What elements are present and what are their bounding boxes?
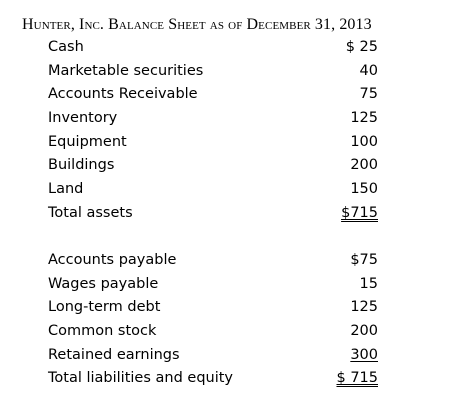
asset-value: 40 [359,63,378,79]
liability-value: 125 [350,299,378,315]
asset-label: Cash [48,39,84,55]
asset-value: 150 [350,181,378,197]
total-liabilities-value: $ 715 [336,370,378,386]
liability-label: Wages payable [48,276,159,292]
liability-row [48,296,378,318]
asset-value: $ 25 [345,39,378,55]
asset-row [48,60,378,82]
liability-row [48,320,378,342]
asset-row [48,154,378,176]
liability-label: Common stock [48,323,157,339]
asset-label: Land [48,181,84,197]
total-liabilities-label: Total liabilities and equity [48,370,234,386]
asset-label: Marketable securities [48,63,204,79]
asset-row [48,107,378,129]
asset-row [48,131,378,153]
asset-row [48,178,378,200]
liability-row [48,344,378,366]
liability-value: $75 [350,252,378,268]
asset-label: Equipment [48,134,127,150]
total-assets-row [48,202,378,224]
liability-value: 15 [359,276,378,292]
asset-label: Accounts Receivable [48,86,198,102]
page-title: Hunter, Inc. Balance Sheet as of December 31, 2013 [22,16,372,33]
total-liabilities-row [48,367,378,389]
liability-value: 200 [350,323,378,339]
liability-row [48,273,378,295]
asset-label: Inventory [48,110,118,126]
total-assets-label: Total assets [48,205,133,221]
asset-value: 125 [350,110,378,126]
asset-row [48,36,378,58]
asset-value: 75 [359,86,378,102]
total-assets-value: $715 [341,205,378,221]
liability-row [48,249,378,271]
asset-value: 200 [350,157,378,173]
asset-value: 100 [350,134,378,150]
liability-label: Accounts payable [48,252,177,268]
liability-label: Long-term debt [48,299,161,315]
liability-label: Retained earnings [48,347,180,363]
liability-value: 300 [350,347,378,363]
asset-row [48,83,378,105]
asset-label: Buildings [48,157,115,173]
